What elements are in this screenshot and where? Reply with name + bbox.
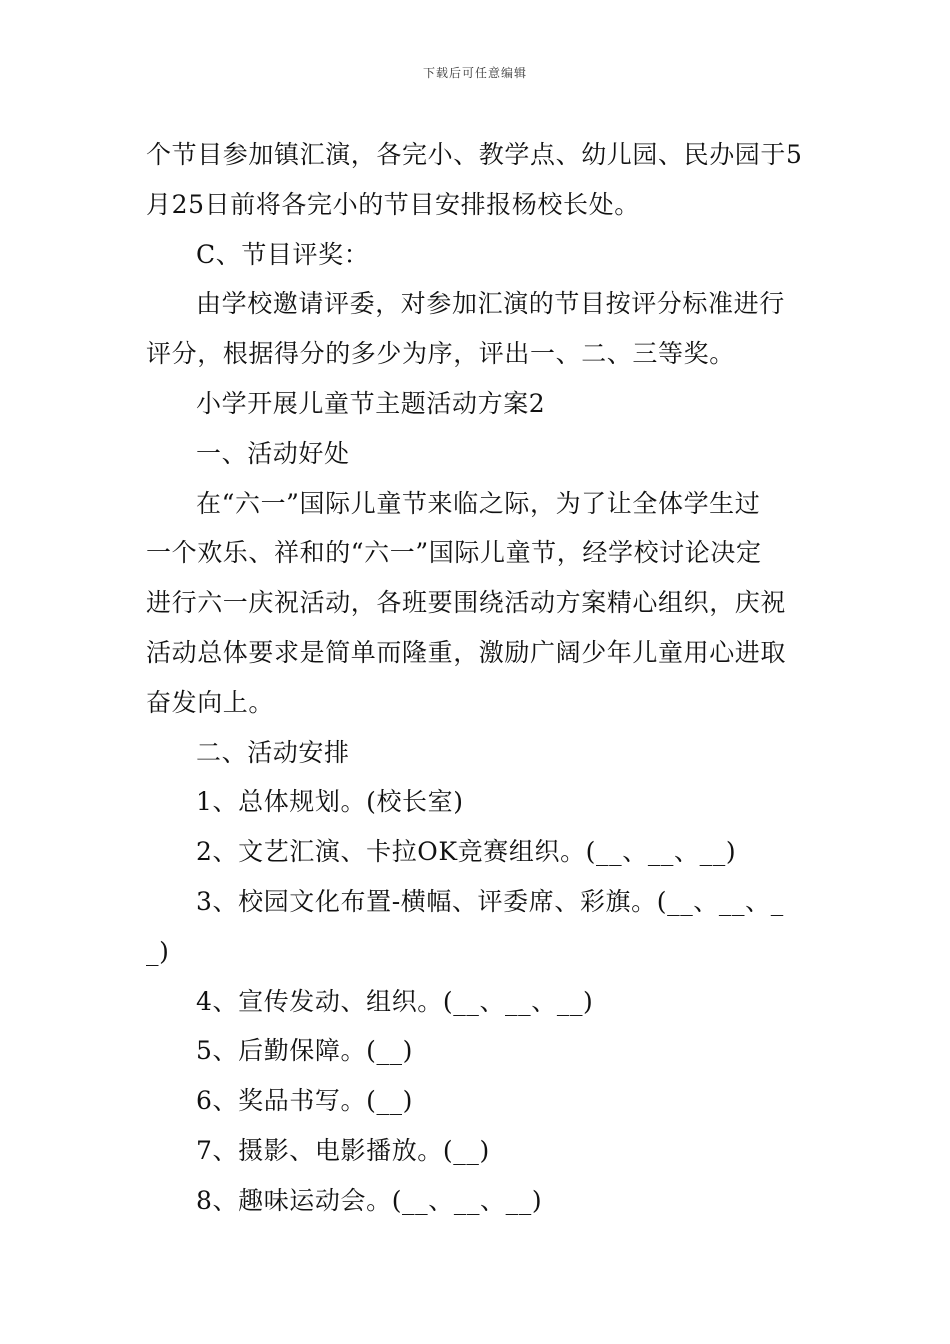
page-header: 下载后可任意编辑 [422, 66, 527, 80]
text-line: C、节目评奖： [196, 239, 370, 269]
list-item: 8、趣味运动会。(__、__、__) [196, 1185, 543, 1215]
list-item: 1、总体规划。(校长室) [196, 787, 464, 817]
text-line: 月25日前将各完小的节目安排报杨校长处。 [146, 189, 640, 219]
text-line: 在“六一”国际儿童节来临之际，为了让全体学生过 [196, 488, 761, 518]
section-title: 小学开展儿童节主题活动方案2 [196, 388, 546, 418]
document-body [146, 130, 806, 1226]
text-line: 评分，根据得分的多少为序，评出一、二、三等奖。 [146, 339, 735, 369]
list-item: 6、奖品书写。(__) [196, 1086, 414, 1116]
list-item: 2、文艺汇演、卡拉OK竞赛组织。(__、__、__) [196, 837, 737, 867]
list-item: 4、宣传发动、组织。(__、__、__) [196, 986, 594, 1016]
section-heading: 一、活动好处 [196, 438, 350, 468]
text-line: 活动总体要求是简单而隆重，激励广阔少年儿童用心进取 [146, 637, 787, 667]
list-item-continuation: _) [146, 936, 170, 966]
section-heading: 二、活动安排 [196, 737, 350, 767]
list-item: 7、摄影、电影播放。(__) [196, 1135, 490, 1165]
text-line: 个节目参加镇汇演，各完小、教学点、幼儿园、民办园于5 [146, 140, 803, 169]
text-line: 奋发向上。 [146, 687, 275, 717]
text-line: 进行六一庆祝活动，各班要围绕活动方案精心组织，庆祝 [146, 588, 787, 618]
text-line: 一个欢乐、祥和的“六一”国际儿童节，经学校讨论决定 [146, 538, 762, 568]
list-item: 3、校园文化布置-横幅、评委席、彩旗。(__、__、_ [196, 886, 784, 916]
list-item: 5、后勤保障。(__) [196, 1036, 414, 1066]
text-line: 由学校邀请评委，对参加汇演的节目按评分标准进行 [196, 289, 785, 319]
